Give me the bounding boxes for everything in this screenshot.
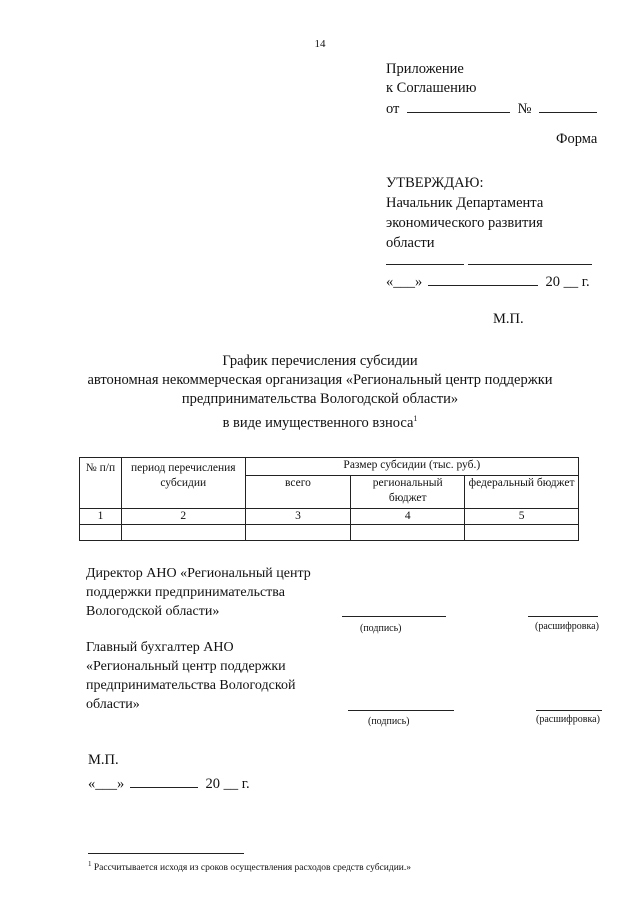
col-index-2: 2: [121, 509, 245, 525]
agreement-number-blank: [539, 98, 597, 113]
heading-line-3: предпринимательства Вологодской области»: [181, 391, 459, 407]
footnote-separator: [88, 853, 244, 854]
empty-cell: [465, 525, 579, 541]
subsidy-schedule-table: [79, 457, 579, 541]
bottom-year-suffix: __ г.: [223, 776, 250, 792]
approval-line-3: области: [386, 235, 435, 251]
bottom-month-blank: [130, 773, 198, 788]
bottom-date: [88, 773, 250, 793]
footnote-text: Рассчитывается исходя из сроков осуществления расходов средств субсидии.»: [93, 863, 411, 874]
empty-cell: [245, 525, 351, 541]
heading-line-4: [0, 409, 640, 433]
header-col-size: Размер субсидии (тыс. руб.): [245, 458, 578, 476]
approval-year-suffix: __ г.: [563, 274, 590, 290]
header-col-federal: федеральный бюджет: [465, 476, 579, 509]
header-col-regional: региональный бюджет: [351, 476, 465, 509]
col-index-1: 1: [80, 509, 122, 525]
heading-line-2: автономная некоммерческая организация «Региональный центр поддержки: [87, 372, 553, 388]
approval-title: УТВЕРЖДАЮ:: [386, 175, 484, 191]
appendix-block: [386, 60, 597, 119]
approver-signature-line: [386, 264, 464, 265]
director-signature-caption: (подпись): [360, 623, 402, 634]
header-col-period: период перечисления субсидии: [121, 458, 245, 509]
col-index-3: 3: [245, 509, 351, 525]
director-block: [86, 564, 311, 621]
bottom-day: «___»: [88, 776, 125, 792]
table-row: [80, 509, 579, 525]
appendix-line-1: Приложение: [386, 61, 464, 77]
director-line-3: Вологодской области»: [86, 604, 220, 619]
accountant-decode-caption: (расшифровка): [536, 714, 600, 725]
header-col-number: № п/п: [80, 458, 122, 509]
director-line-1: Директор АНО «Региональный центр: [86, 566, 311, 581]
approval-line-2: экономического развития: [386, 215, 543, 231]
accountant-signature-line: [348, 710, 454, 711]
header-col-total: всего: [245, 476, 351, 509]
director-signature-line: [342, 616, 446, 617]
approval-year: 20: [545, 274, 560, 290]
accountant-signature-caption: (подпись): [368, 716, 410, 727]
heading-line-4-text: в виде имущественного взноса: [222, 414, 414, 431]
footnote-mark: 1: [88, 860, 92, 868]
col-index-4: 4: [351, 509, 465, 525]
bottom-year: 20: [205, 776, 220, 792]
director-decode-line: [528, 616, 598, 617]
empty-cell: [351, 525, 465, 541]
accountant-block: [86, 638, 295, 714]
accountant-line-2: «Региональный центр поддержки: [86, 659, 286, 674]
table-row: [80, 525, 579, 541]
approval-date: [386, 271, 590, 291]
approval-block: [386, 173, 543, 253]
approval-month-blank: [428, 271, 538, 286]
director-decode-caption: (расшифровка): [535, 621, 599, 632]
approver-name-line: [468, 264, 592, 265]
accountant-line-1: Главный бухгалтер АНО: [86, 640, 234, 655]
heading-line-1: График перечисления субсидии: [222, 353, 418, 369]
empty-cell: [121, 525, 245, 541]
heading-footnote-mark: 1: [413, 414, 418, 423]
accountant-line-3: предпринимательства Вологодской: [86, 678, 296, 693]
appendix-number-label: №: [517, 101, 532, 117]
empty-cell: [80, 525, 122, 541]
approval-day: «___»: [386, 274, 423, 290]
agreement-date-blank: [407, 98, 510, 113]
footnote: [88, 860, 411, 873]
col-index-5: 5: [465, 509, 579, 525]
accountant-decode-line: [536, 710, 602, 711]
stamp-bottom: М.П.: [88, 752, 119, 768]
director-line-2: поддержки предпринимательства: [86, 585, 285, 600]
appendix-from-label: от: [386, 101, 400, 117]
form-label: Форма: [556, 131, 598, 147]
appendix-ref-line: [386, 98, 597, 119]
appendix-line-2: к Соглашению: [386, 80, 477, 96]
page-number: 14: [314, 38, 326, 50]
approval-line-1: Начальник Департамента: [386, 195, 544, 211]
stamp-top: М.П.: [493, 311, 524, 327]
accountant-line-4: области»: [86, 697, 140, 712]
